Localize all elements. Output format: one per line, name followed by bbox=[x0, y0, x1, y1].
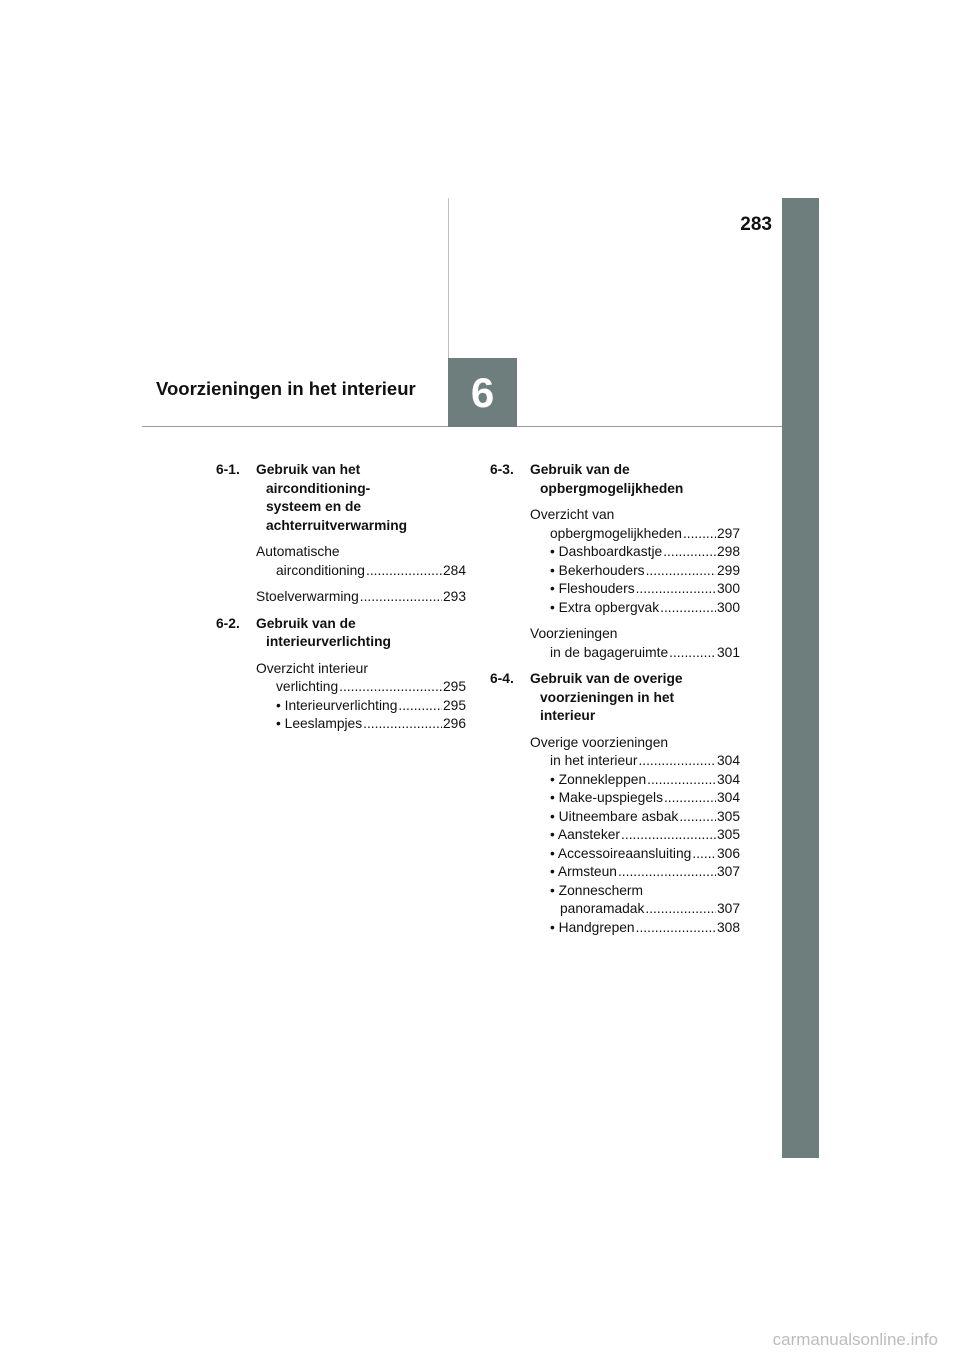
page-number: 283 bbox=[740, 214, 772, 235]
page-ref: 306 bbox=[716, 845, 740, 861]
toc-subentry[interactable]: • Dashboardkastje ..... 298 bbox=[478, 543, 740, 562]
toc-section-6-1 bbox=[204, 461, 466, 535]
page-ref: 300 bbox=[716, 581, 740, 596]
toc-subentry[interactable]: • Fleshouders ..... 300 bbox=[478, 580, 740, 599]
toc-entry[interactable]: Stoelverwarming ..... 293 bbox=[204, 588, 466, 607]
chapter-number: 6 bbox=[470, 368, 495, 416]
page-ref: 299 bbox=[716, 562, 740, 578]
page-ref: 305 bbox=[716, 808, 740, 824]
toc-subentry[interactable]: • Armsteun ..... 307 bbox=[478, 863, 740, 882]
page-ref: 301 bbox=[716, 644, 740, 660]
section-number: 6-1. bbox=[216, 462, 240, 477]
toc-subentry[interactable]: • Bekerhouders ..... 299 bbox=[478, 562, 740, 581]
toc-column-left bbox=[204, 461, 466, 734]
page-ref: 307 bbox=[716, 864, 740, 879]
toc-entry[interactable]: Automatische airconditioning ..... 284 bbox=[204, 543, 466, 580]
page-ref: 300 bbox=[716, 599, 740, 615]
page-ref: 296 bbox=[442, 716, 466, 731]
page-ref: 305 bbox=[716, 827, 740, 842]
section-number: 6-3. bbox=[490, 462, 514, 477]
page-ref: 284 bbox=[442, 562, 466, 578]
toc-subentry[interactable]: • Zonnescherm panoramadak ..... 307 bbox=[478, 882, 740, 919]
section-number: 6-2. bbox=[216, 615, 240, 631]
page-ref: 295 bbox=[442, 697, 466, 713]
section-title: Gebruik van de opbergmogelijkheden bbox=[530, 462, 684, 496]
toc-section-6-4 bbox=[478, 670, 740, 726]
page-ref: 298 bbox=[716, 544, 740, 559]
section-title: Gebruik van de interieurverlichting bbox=[256, 615, 391, 649]
toc-subentry[interactable]: • Make-upspiegels ..... 304 bbox=[478, 789, 740, 808]
header-vertical-rule bbox=[448, 198, 449, 358]
toc-subentry[interactable]: • Extra opbergvak ..... 300 bbox=[478, 599, 740, 618]
toc-entry[interactable]: Overzicht interieur verlichting ..... 295 bbox=[204, 660, 466, 697]
toc-section-6-3 bbox=[478, 461, 740, 498]
toc-subentry[interactable]: • Leeslampjes ..... 296 bbox=[204, 715, 466, 734]
chapter-title: Voorzieningen in het interieur bbox=[156, 378, 416, 399]
page-ref: 297 bbox=[716, 525, 740, 541]
section-title: Gebruik van het airconditioning- systeem en de achterruitverwarming bbox=[256, 462, 408, 533]
section-title: Gebruik van de overige voorzieningen in het interieur bbox=[530, 671, 683, 723]
toc-entry[interactable]: Voorzieningen in de bagageruimte ..... 301 bbox=[478, 625, 740, 662]
page-ref: 304 bbox=[716, 790, 740, 805]
toc-column-right bbox=[478, 461, 740, 937]
page-ref: 304 bbox=[716, 771, 740, 787]
page-ref: 293 bbox=[442, 589, 466, 604]
toc-section-6-2 bbox=[204, 615, 466, 652]
page-ref: 308 bbox=[716, 919, 740, 935]
watermark: carmanualsonline.info bbox=[772, 1330, 938, 1349]
toc-entry[interactable]: Overzicht van opbergmogelijkheden ..... 297 bbox=[478, 506, 740, 543]
toc-subentry[interactable]: • Uitneembare asbak ..... 305 bbox=[478, 808, 740, 827]
page-ref: 304 bbox=[716, 753, 740, 768]
toc-subentry[interactable]: • Interieurverlichting ..... 295 bbox=[204, 697, 466, 716]
toc-subentry[interactable]: • Zonnekleppen ..... 304 bbox=[478, 771, 740, 790]
toc-entry[interactable]: Overige voorzieningen in het interieur ..... 304 bbox=[478, 734, 740, 771]
toc-subentry[interactable]: • Handgrepen ..... 308 bbox=[478, 919, 740, 938]
toc-subentry[interactable]: • Aansteker ..... 305 bbox=[478, 826, 740, 845]
chapter-number-box bbox=[448, 358, 517, 427]
page-ref: 307 bbox=[716, 901, 740, 916]
chapter-side-tab bbox=[782, 198, 819, 1158]
toc-subentry[interactable]: • Accessoireaansluiting ..... 306 bbox=[478, 845, 740, 864]
section-number: 6-4. bbox=[490, 671, 514, 686]
page-ref: 295 bbox=[442, 679, 466, 694]
